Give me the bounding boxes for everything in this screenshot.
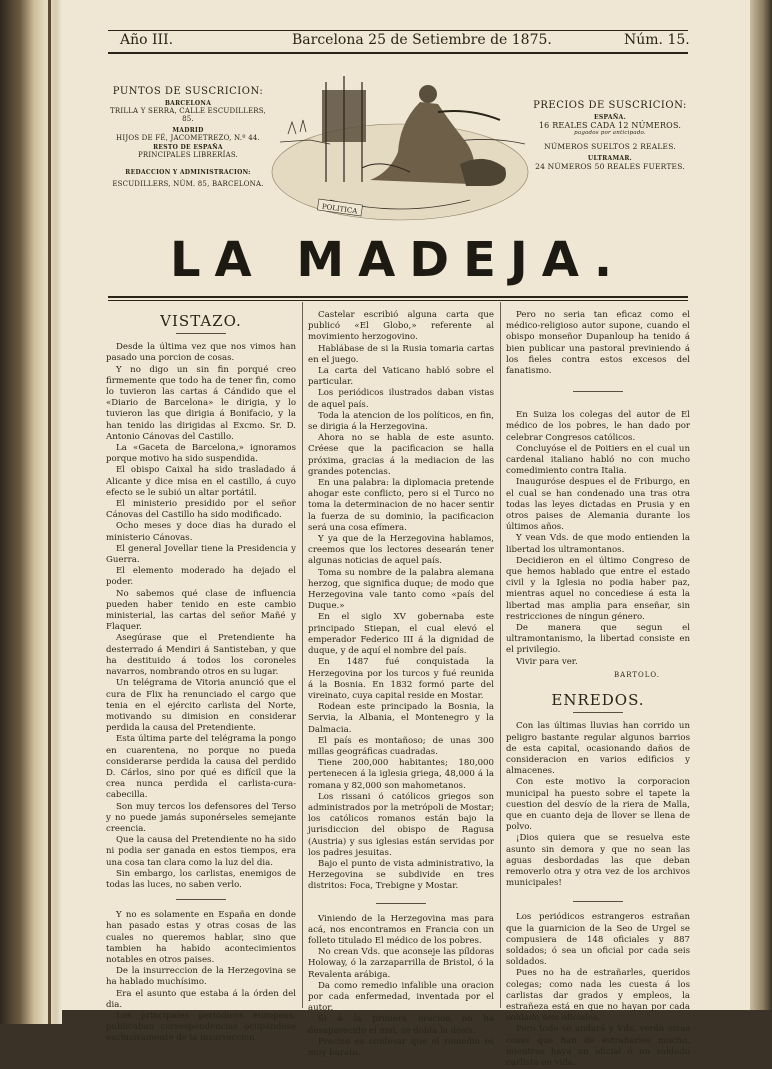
- paragraph: El general Jovellar tiene la Presidencia y Guerra.: [106, 543, 296, 566]
- subscription-points-box: [104, 86, 272, 188]
- paragraph: Que la causa del Pretendiente no ha sido ni podia ser ganada en estos tiempos, era una cosa tan clara como la luz del dia.: [106, 835, 296, 868]
- paragraph: Decidieron en el último Congreso de que hemos hablado que entre el estado civil y la Iglesia no podia haber paz, mientras aquel no concediese á esta la libertad mas amplia para enseñar, sin restricciones de ningun género.: [506, 555, 690, 622]
- paragraph: El elemento moderado ha dejado el poder.: [106, 566, 296, 588]
- paragraph: Sin embargo, los carlistas, enemigos de todas las luces, no saben verlo.: [106, 868, 296, 890]
- section-rule: [573, 391, 623, 392]
- allegorical-emblem-illustration: [270, 72, 530, 222]
- paragraph: Castelar escribió alguna carta que publicó «El Globo,» referente al movimiento herzogovino.: [308, 310, 494, 343]
- paragraph: Tiene 200,000 habitantes; 180,000 pertenecen á la iglesia griega, 48,000 á la romana y 82,000 son mahometanos.: [308, 758, 494, 791]
- paragraph: Viniendo de la Herzegovina mas para acá, nos encontramos en Francia con un folleto titulado El médico de los pobres.: [308, 913, 494, 946]
- top-rule: [108, 30, 688, 31]
- paragraph: Hablábase de si la Rusia tomaria cartas en el juego.: [308, 343, 494, 365]
- paragraph: Un telégrama de Vitoria anunció que el cura de Flix ha renunciado el cargo que tenia en el ejército carlista del Norte, motivando su dimision en considerar perdida la causa del Pretendiente.: [106, 678, 296, 734]
- paragraph: El ministerio presidido por el señor Cánovas del Castillo ha sido modificado.: [106, 499, 296, 521]
- paragraph: En Suiza los colegas del autor de El médico de los pobres, le han dado por celebrar Congresos católicos.: [506, 410, 690, 443]
- paragraph: En el siglo XV gobernaba este principado Stiepan, el cual elevó el emperador Federico III á la dignidad de duque, y de aquí el nombre del país.: [308, 612, 494, 657]
- column-herzegovina: [308, 310, 494, 1059]
- section-rule: [176, 899, 226, 900]
- section-rule: [376, 903, 426, 904]
- subscription-prices-box: [530, 100, 690, 171]
- paragraph: Desde la última vez que nos vimos han pasado una porcion de cosas.: [106, 342, 296, 364]
- dateline: Barcelona 25 de Setiembre de 1875.: [292, 32, 552, 48]
- paragraph: Y ya que de la Herzegovina hablamos, creemos que los lectores desearán tener algunas noticias de aquel país.: [308, 534, 494, 567]
- column-divider-2: [500, 302, 501, 1008]
- paragraph: Ahora no se habla de este asunto. Créese que la pacificacion se halla próxima, gracias á la mediacion de las grandes potencias.: [308, 433, 494, 477]
- admin-heading: REDACCION Y ADMINISTRACION:: [125, 169, 251, 176]
- year-label: Año III.: [120, 32, 174, 48]
- address-barcelona: TRILLA Y SERRA, CALLE ESCUDILLERS, 85.: [110, 107, 266, 123]
- paragraph: Los periódicos estrangeros estrañan que la guarnicion de la Seo de Urgel se compusiera de 148 oficiales y 887 soldados; ó sea un oficial por cada seis soldados.: [506, 912, 690, 968]
- paragraph: La «Gaceta de Barcelona,» ignoramos porque motivo ha sido suspendida.: [106, 443, 296, 465]
- paragraph: Pues no ha de estrañarles, queridos colegas; como nada les cuesta á los carlistas dar grados y empleos, la estrañeza está en que no hayan por cada soldado seis oficiales.: [506, 968, 690, 1024]
- paragraph: Esta última parte del telégrama la pongo en cuarentena, no porque no pueda considerarse perdida la causa del perdido D. Cárlos, sino por qué es difícil que la crea nunca perdida el carlista-cura-cabecilla.: [106, 734, 296, 801]
- title-rule-thin: [108, 300, 688, 301]
- paragraph: Toma su nombre de la palabra alemana herzog, que significa duque; de modo que Herzegovina vale tanto como «país del Duque.»: [308, 567, 494, 612]
- column-divider-1: [302, 302, 303, 1008]
- paragraph: De la insurreccion de la Herzegovina se ha hablado muchísimo.: [106, 966, 296, 988]
- paragraph: Inauguróse despues el de Friburgo, en el cual se han condenado una tras otra todas las leyes dictadas en Prusia y en otros paises de Alemania durante los últimos años.: [506, 477, 690, 533]
- issue-number: Núm. 15.: [624, 32, 690, 48]
- admin-address: ESCUDILLERS, NÚM. 85, BARCELONA.: [112, 180, 264, 188]
- paragraph: El país es montañoso; de unas 300 millas geográficas cuadradas.: [308, 735, 494, 757]
- section-rule: [573, 901, 623, 902]
- binding-edge: [48, 0, 51, 1024]
- paragraph: De manera que segun el ultramontanismo, la libertad consiste en el privilegio.: [506, 623, 690, 656]
- overseas-label: ULTRAMAR.: [587, 155, 633, 162]
- paragraph: Concluyóse el de Poitiers en el cual un cardenal italiano habló no con mucho comedimiento contra Italia.: [506, 443, 690, 477]
- paragraph: Y vean Vds. de que modo entienden la libertad los ultramontanos.: [506, 533, 690, 555]
- paragraph: La carta del Vaticano habló sobre el particular.: [308, 366, 494, 388]
- paragraph: Si á la primera oracion no ha desaparecido el mal, se dobla la dósis.: [308, 1014, 494, 1036]
- paragraph: Vivir para ver.: [516, 656, 578, 667]
- paragraph: Los periódicos ilustrados daban vistas de aquel país.: [308, 388, 494, 410]
- newspaper-title: LA MADEJA.: [169, 232, 627, 288]
- paragraph: No crean Vds. que aconseje las píldoras Holoway, ó la zarzaparrilla de Bristol, ó la Revalenta arábiga.: [308, 947, 494, 980]
- paragraph: Bajo el punto de vista administrativo, la Herzegovina se subdivide en tres distritos: Foca, Trebigne y Mostar.: [308, 858, 494, 892]
- paragraph: Pero no seria tan eficaz como el médico-religioso autor supone, cuando el obispo monseñor Dupanloup ha tenido á bien publicar una pastoral previniendo á los fieles contra estos excesos del fanatismo.: [506, 310, 690, 377]
- paragraph: Y no es solamente en España en donde han pasado estas y otras cosas de las cuales no queremos hablar, sino que tambien ha habido acontecimientos notables en otros paises.: [106, 910, 296, 965]
- section-heading-enredos: ENREDOS.: [551, 691, 645, 710]
- address-madrid: HIJOS DE FÉ, JACOMETREZO, N.º 44.: [116, 134, 260, 142]
- column-vistazo: [106, 302, 296, 1045]
- paragraph: Ocho meses y doce dias ha durado el ministerio Cánovas.: [106, 521, 296, 543]
- paragraph: Pero todo se andará y Vds. verán otras cosas que han de estrañarles mucho, mientras haya un oficial ó un soldado carlista en vida.: [506, 1024, 690, 1068]
- paragraph: Preciso es confesar que el remedio es muy barato.: [308, 1036, 494, 1058]
- paragraph: Con las últimas lluvias han corrido un peligro bastante regular algunos barrios de esta capital, ocasionando daños de consideracion en varios edificios y almacenes.: [506, 721, 690, 777]
- author-signature: BARTOLO.: [614, 670, 660, 679]
- advance-note: pagados por anticipado.: [574, 130, 646, 136]
- overseas-price: 24 NÚMEROS 50 REALES FUERTES.: [535, 162, 685, 171]
- title-rule: [108, 296, 688, 298]
- paragraph: En una palabra: la diplomacia pretende ahogar este conflicto, pero si el Turco no toma la determinacion de no hacer sentir la fuerza de su dominio, la pacificacion será una cosa efímera.: [308, 478, 494, 533]
- paragraph: No sabemos qué clase de influencia pueden haber tenido en este cambio ministerial, las cartas del señor Mañé y Flaquer.: [106, 588, 296, 633]
- subscription-prices-heading: PRECIOS DE SUSCRICION:: [533, 100, 687, 111]
- emblem-label: POLITICA: [321, 202, 358, 216]
- paragraph: En 1487 fué conquistada la Herzegovina por los turcos y fué reunida á la Bosnia. En 1832 formó parte del vireinato, cuya capital reside en Mostar.: [308, 657, 494, 701]
- city-madrid: MADRID: [172, 127, 204, 134]
- paragraph: Toda la atencion de los políticos, en fin, se dirigia á la Herzegovina.: [308, 410, 494, 433]
- paragraph: Rodean este principado la Bosnia, la Servia, la Albania, el Montenegro y la Dalmacia.: [308, 702, 494, 735]
- spain-label: ESPAÑA.: [594, 114, 626, 121]
- paragraph: Era el asunto que estaba á la órden del dia.: [106, 988, 296, 1010]
- city-barcelona: BARCELONA: [164, 100, 212, 107]
- paragraph: Y no digo un sin fin porqué creo firmemente que todo ha de tener fin, como lo tuvieron las cartas á Cándido que el «Diario de Barcelona» le dirigia, y lo tuvieron las que dirigia á Bonifacio, y la han tenido las dirigidas al Excmo. Sr. D. Antonio Cánovas del Castillo.: [106, 364, 296, 442]
- paragraph: Son muy tercos los defensores del Terso y no puede jamás suponérseles semejante creencia.: [106, 801, 296, 834]
- subscription-points-heading: PUNTOS DE SUSCRICION:: [112, 86, 264, 97]
- paragraph: Asegúrase que el Pretendiente ha desterrado á Mendiri á Santisteban, y que ha destituido á todos los coroneles navarros, nombrando otros en su lugar.: [106, 633, 296, 678]
- rest-of-spain-detail: PRINCIPALES LIBRERÍAS.: [137, 151, 239, 159]
- heading-rule: [176, 333, 226, 334]
- paragraph: Da como remedio infalible una oracion por cada enfermedad, inventada por el autor.: [308, 980, 494, 1014]
- heading-rule: [573, 712, 623, 713]
- section-heading-vistazo: VISTAZO.: [160, 312, 242, 330]
- single-issue-price: NÚMEROS SUELTOS 2 REALES.: [544, 142, 676, 151]
- paragraph: Los principales periódicos europeos, publicaban correspondencias ocupándose exclusivamente de la insurreccion.: [106, 1010, 296, 1044]
- paragraph: ¡Dios quiera que se resuelva este asunto sin demora y que no sean las aguas desbordadas las que deban removerlo otra y otra vez de los archivos municipales!: [506, 833, 690, 889]
- paragraph: Los rissani ó católicos griegos son administrados por la metrópoli de Mostar; los católicos romanos están bajo la jurisdiccion del obispo de Ragusa (Austria) y sus iglesias están servidas por los padres jesuitas.: [308, 791, 494, 858]
- spain-price: 16 REALES CADA 12 NÚMEROS.: [538, 121, 682, 130]
- page-edge: [750, 0, 772, 1024]
- masthead-rule: [108, 52, 688, 54]
- column-enredos: [506, 310, 690, 1069]
- paragraph: El obispo Caixal ha sido trasladado á Alicante y dice misa en el castillo, á cuyo efecto se le subió un altar portátil.: [106, 465, 296, 498]
- rest-of-spain: RESTO DE ESPAÑA: [153, 144, 223, 151]
- book-binding: [0, 0, 62, 1024]
- paragraph: Con este motivo la corporacion municipal ha puesto sobre el tapete la cuestion del desvío de la riera de Malla, que en cuanto deja de llover se llena de polvo.: [506, 777, 690, 833]
